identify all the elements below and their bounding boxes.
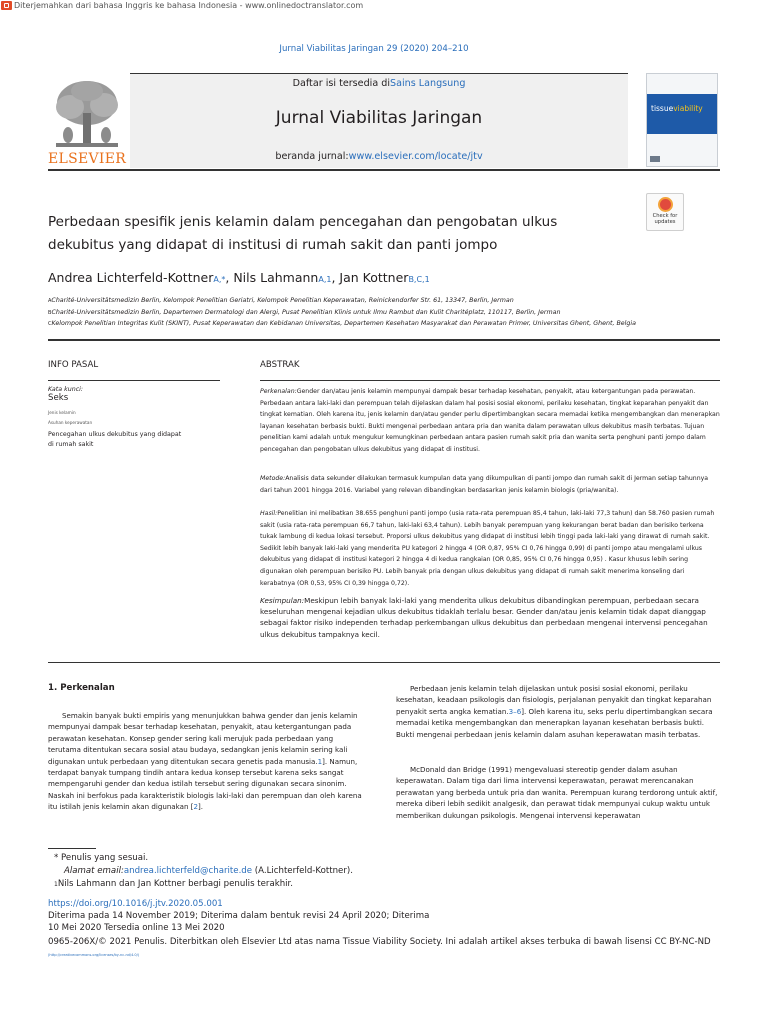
section-rule	[48, 339, 720, 341]
body-text: ]. Namun, terdapat banyak tumpang tindih antara kedua konsep tersebut karena seks sangat mempengaruhi gender dan kedua istilah tersebut sering digunakan secara sinonim. Naskah ini berfokus pada karakteristik biologis laki-laki dan perempuan dan oleh karena itu istilah jenis kelamin akan digunakan [	[48, 756, 362, 812]
translator-banner[interactable]	[0, 0, 363, 11]
copyright-notice: 0965-206X/© 2021 Penulis. Diterbitkan oleh Elsevier Ltd atas nama Tissue Viability Society. Ini adalah artikel akses terbuka di bawah lisensi CC BY-NC-ND	[48, 937, 711, 947]
author-separator: ,	[225, 270, 234, 285]
contents-available	[130, 78, 628, 89]
cover-title	[651, 104, 703, 113]
abstract-subhead: Hasil:	[260, 510, 278, 517]
sciencedirect-link[interactable]: Sains Langsung	[390, 78, 466, 89]
affiliation-c	[48, 320, 636, 327]
article-title-line2: dekubitus yang didapat di institusi di rumah sakit dan panti jompo	[48, 237, 498, 253]
author-affiliation-mark[interactable]: B,C,1	[408, 275, 430, 284]
license-link[interactable]: (http://creativecommons.org/licenses/by-nc-nd/4.0/)	[48, 953, 140, 957]
affiliation-b	[48, 309, 560, 316]
keyword: Pencegahan ulkus dekubitus yang didapat di rumah sakit	[48, 431, 182, 449]
doi-link[interactable]: https://doi.org/10.1016/j.jtv.2020.05.001	[48, 899, 223, 909]
abstract-results	[260, 508, 720, 589]
affiliation-label: B	[48, 310, 52, 316]
affiliation-label: C	[48, 321, 52, 327]
affiliation-text: Charité-Universitätsmedizin Berlin, Kelompok Penelitian Geriatri, Kelompok Penelitian Keperawatan, Reinickendorfer Str. 61, 13347, Berlin, Jerman	[51, 297, 514, 304]
abstract-subhead: Kesimpulan:	[260, 596, 305, 605]
translate-icon	[1, 1, 12, 10]
abstract-introduction	[260, 386, 720, 456]
author-list	[48, 270, 430, 285]
keyword: Seks	[48, 393, 69, 403]
homepage-prefix: beranda jurnal:	[275, 151, 349, 162]
footnote-mark: 1	[54, 881, 58, 888]
abstract-text: Penelitian ini melibatkan 38.655 penghuni panti jompo (usia rata-rata perempuan 85,4 tahun, laki-laki 77,3 tahun) dan 58.760 pasien rumah sakit (usia rata-rata perempuan 66,7 tahun, laki-laki 63,4 tahun). Lebih banyak perempuan yang kekurangan berat badan dan berisiko terkena tukak lambung di kedua lokasi tersebut. Proporsi ulkus dekubitus yang didapat di institusi lebih tinggi pada laki-laki yang dirawat di rumah sakit. Sedikit lebih banyak laki-laki yang menderita PU kategori 2 hingga 4 (OR 0,87, 95% CI 0,76 hingga 0,99) di panti jompo atau mengalami ulkus dekubitus yang didapat di institusi kategori 2 hingga 4 di kedua rangkaian (OR 0,85, 95% CI 0,76 hingga 0,95) . Kasur khusus lebih sering digunakan oleh perempuan berisiko PU. Lebih banyak pria dengan ulkus dekubitus yang didapat di rumah sakit menerima konseling dari kerabatnya (OR 0,53, 95% CI 0,39 hingga 0,72).	[260, 510, 715, 587]
journal-homepage	[130, 151, 628, 162]
author-affiliation-mark[interactable]: A,1	[318, 275, 332, 284]
cover-band	[647, 94, 717, 134]
cover-title-b: viability	[673, 104, 703, 113]
citation-link[interactable]: 1	[317, 756, 323, 766]
body-text: Semakin banyak bukti empiris yang menunjukkan bahwa gender dan jenis kelamin mempunyai dampak besar terhadap kesehatan, penyakit, atau ketergantungan pada perawatan kesehatan. Konsep gender sering kali merujuk pada perbedaan yang terutama ditentukan secara sosial atau budaya, sedangkan jenis kelamin sering kali digunakan untuk perbedaan yang ditentukan secara genetis pada manusia.	[48, 711, 358, 766]
citation-link[interactable]: 2	[193, 802, 199, 812]
journal-title: Jurnal Viabilitas Jaringan	[275, 108, 483, 128]
author-name[interactable]: Nils Lahmann	[233, 270, 319, 285]
body-text: ].	[198, 802, 204, 812]
bookmark-badge-icon	[658, 197, 673, 212]
banner-text: Diterjemahkan dari bahasa Inggris ke bahasa Indonesia - www.onlinedoctranslator.com	[14, 1, 364, 10]
author-separator: ,	[331, 270, 340, 285]
affiliation-text: Kelompok Penelitian Integritas Kulit (SKINT), Pusat Keperawatan dan Kebidanan Universitas, Departemen Kesehatan Masyarakat dan Perawatan Primer, Universitas Ghent, Ghent, Belgia	[51, 320, 636, 327]
email-label: Alamat email:	[64, 866, 124, 876]
abstract-rule	[260, 380, 720, 381]
abstract-text: Meskipun lebih banyak laki-laki yang menderita ulkus dekubitus dibandingkan perempuan, perbedaan secara keseluruhan mengenai kejadian ulkus dekubitus tidaklah terlalu besar. Gender dan/atau jenis kelamin tidak dapat dianggap sebagai faktor risiko independen terhadap perkembangan ulkus dekubitus dan perbedaan mengenai intervensi pencegahan ulkus dekubitus tampaknya kecil.	[260, 596, 708, 639]
article-info-heading: INFO PASAL	[48, 360, 99, 370]
abstract-text: Gender dan/atau jenis kelamin mempunyai dampak besar terhadap kesehatan, penyakit, atau ketergantungan pada perawatan. Perbedaan antara laki-laki dan perempuan telah dijelaskan dalam hal posisi sosial ekonomi, perilaku kesehatan, tingkat keparahan penyakit dan tingkat kematian. Oleh karena itu, jenis kelamin dan/atau gender perlu dipertimbangkan secara memadai ketika mengembangkan dan menerapkan layanan kesehatan berbasis bukti. Bukti mengenai perbedaan antara pria dan wanita dalam perawatan ulkus dekubitus masih terbatas. Tujuan penelitian kami adalah untuk mengukur kemungkinan perbedaan antara pasien rumah sakit pria dan wanita serta penghuni panti jompo dalam pencegahan dan pengobatan ulkus dekubitus yang didapat di institusi.	[260, 388, 720, 453]
footnote-email	[64, 866, 353, 876]
email-owner: (A.Lichterfeld-Kottner).	[252, 866, 353, 876]
affiliation-text: Charité-Universitätsmedizin Berlin, Departemen Dermatologi dan Alergi, Pusat Penelitian Klinis untuk Ilmu Rambut dan Kulit Charitéplatz, 110117, Berlin, Jerman	[51, 309, 561, 316]
body-text: ]. Oleh karena itu, seks perlu dipertimbangkan secara memadai ketika mengembangkan dan menerapkan layanan kesehatan berbasis bukti. Bukti mengenai perbedaan jenis kelamin dalam asuhan keperawatan masih terbatas.	[396, 706, 713, 739]
keyword: Asuhan keperawatan	[48, 420, 93, 425]
body-paragraph	[48, 710, 368, 813]
abstract-methods	[260, 473, 720, 496]
footnote-corresponding: * Penulis yang sesuai.	[54, 853, 149, 863]
abstract-subhead: Metode:	[260, 475, 286, 482]
body-text: Perbedaan jenis kelamin telah dijelaskan untuk posisi sosial ekonomi, perilaku kesehatan, keadaan psikologis dan fisiologis, perjalanan penyakit dan tingkat keparahan penyakit serta angka kematian.	[396, 684, 712, 716]
affiliation-label: A	[48, 298, 52, 304]
abstract-heading: ABSTRAK	[260, 360, 300, 370]
abstract-subhead: Perkenalan:	[260, 388, 297, 395]
body-paragraph: McDonald dan Bridge (1991) mengevaluasi stereotip gender dalam asuhan keperawatan. Dalam tiga dari lima intervensi keperawatan, perawat merencanakan perawatan yang berbeda untuk pria dan wanita. Perempuan kurang terdorong untuk aktif, mereka diberi lebih sedikit analgesik, dan perawat tidak mempunyai cukup waktu untuk memberikan dukungan psikologis. Mengenai intervensi keperawatan	[396, 765, 718, 820]
header-rule	[48, 169, 720, 171]
footnote-text: Nils Lahmann dan Jan Kottner berbagi penulis terakhir.	[57, 879, 294, 889]
check-updates-label: Check for updates	[652, 213, 678, 225]
author-name[interactable]: Andrea Lichterfeld-Kottner	[48, 270, 214, 285]
cover-footer-mark	[650, 156, 660, 162]
footnote-rule	[48, 848, 96, 849]
publisher-wordmark: ELSEVIER	[48, 151, 127, 167]
check-for-updates-button[interactable]	[646, 193, 684, 231]
journal-cover-thumbnail[interactable]	[646, 73, 718, 167]
info-rule	[48, 380, 220, 381]
article-title-line1: Perbedaan spesifik jenis kelamin dalam pencegahan dan pengobatan ulkus	[48, 214, 558, 230]
keywords-label: Kata kunci:	[48, 386, 84, 393]
homepage-link[interactable]: www.elsevier.com/locate/jtv	[348, 151, 483, 162]
cover-title-a: tissue	[651, 104, 674, 113]
email-link[interactable]: andrea.lichterfeld@charite.de	[123, 866, 253, 876]
abstract-end-rule	[48, 662, 720, 663]
abstract-text: Analisis data sekunder dilakukan termasuk kumpulan data yang dikumpulkan di panti jompo dan rumah sakit di Jerman setiap tahunnya dari tahun 2001 hingga 2016. Variabel yang relevan dibandingkan berdasarkan jenis kelamin biologis (pria/wanita).	[260, 475, 709, 494]
author-affiliation-mark[interactable]: A,*	[213, 275, 226, 284]
body-paragraph	[396, 683, 720, 740]
journal-citation-link[interactable]: Jurnal Viabilitas Jaringan 29 (2020) 204–210	[279, 44, 469, 54]
author-name[interactable]: Jan Kottner	[339, 270, 409, 285]
footnote-shared-authorship	[54, 879, 293, 889]
abstract-conclusion	[260, 595, 720, 640]
citation-link[interactable]: 3–6	[508, 706, 522, 716]
avail-prefix: Daftar isi tersedia di	[292, 78, 391, 89]
affiliation-a	[48, 297, 514, 304]
keyword: Jenis kelamin	[48, 410, 76, 415]
article-dates: Diterima pada 14 November 2019; Diterima dalam bentuk revisi 24 April 2020; Diterima 10 Mei 2020 Tersedia online 13 Mei 2020	[48, 911, 430, 933]
section-heading: 1. Perkenalan	[48, 683, 115, 693]
